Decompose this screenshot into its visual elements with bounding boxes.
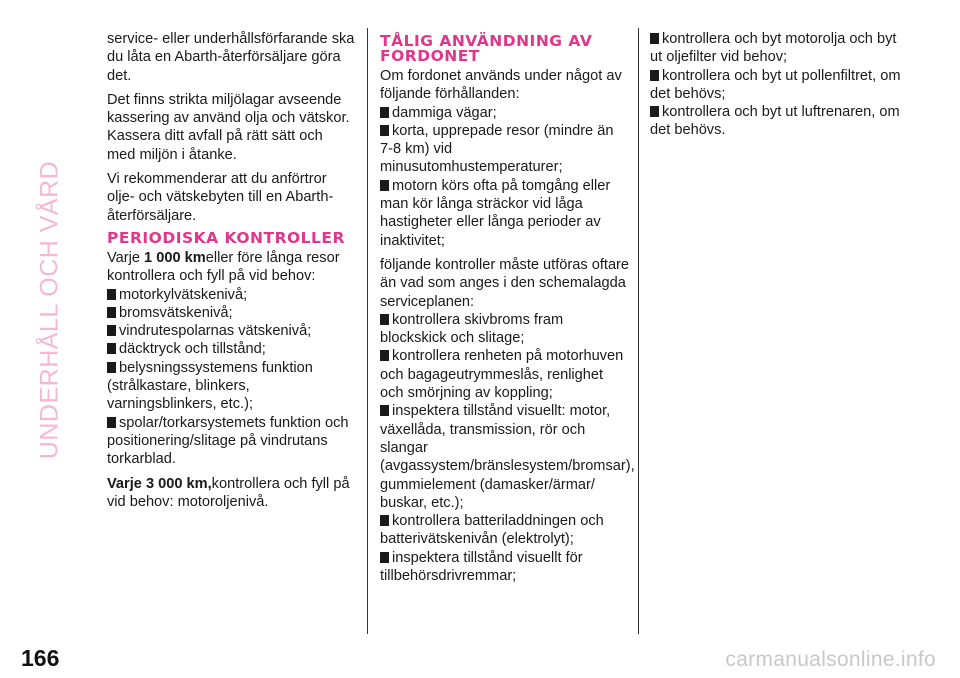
every-1000-km-text bbox=[107, 249, 355, 286]
bullet-icon bbox=[107, 289, 116, 300]
periodic-checks-list bbox=[107, 286, 355, 469]
page-number: 166 bbox=[21, 645, 60, 671]
severe-use-followup: följande kontroller måste utföras oftare än vad som anges i den schemalagda serviceplanen: bbox=[380, 256, 630, 310]
list-item-text: spolar/torkarsystemets funktion och positionering/slitage på vindrutans torkarblad. bbox=[107, 414, 349, 468]
watermark: carmanualsonline.info bbox=[725, 648, 936, 671]
severe-checks-list bbox=[380, 311, 635, 585]
list-item bbox=[650, 30, 905, 67]
every-1000-bold: 1 000 km bbox=[144, 249, 206, 266]
column-divider-1 bbox=[367, 28, 368, 634]
list-item bbox=[107, 340, 355, 358]
list-item bbox=[650, 103, 905, 140]
intro-paragraph-1: service- eller underhållsförfarande ska du låta en Abarth-återförsäljare göra det. bbox=[107, 31, 355, 84]
column-2 bbox=[380, 30, 635, 591]
list-item bbox=[107, 304, 355, 322]
list-item-text: kontrollera skivbroms fram blockskick och slitage; bbox=[380, 311, 564, 347]
bullet-icon bbox=[650, 106, 659, 117]
heading-severe-use: TÅLIG ANVÄNDNING AV FORDONET bbox=[380, 32, 593, 65]
bullet-icon bbox=[107, 417, 116, 428]
every-3000-bold: Varje 3 000 km, bbox=[107, 475, 212, 492]
list-item-text: inspektera tillstånd visuellt: motor, växellåda, transmission, rör och slangar (avgassystem/bränslesystem/bromsar), gummielement (damasker/ärmar/ buskar, etc.); bbox=[380, 403, 635, 511]
list-item-text: kontrollera och byt ut pollenfiltret, om det behövs; bbox=[650, 67, 901, 102]
list-item-text: bromsvätskenivå; bbox=[119, 304, 233, 321]
list-item bbox=[380, 402, 635, 512]
bullet-icon bbox=[380, 107, 389, 118]
list-item bbox=[380, 177, 630, 250]
bullet-icon bbox=[380, 552, 389, 563]
list-item-text: kontrollera batteriladdningen och batterivätskenivån (elektrolyt); bbox=[380, 513, 604, 548]
bullet-icon bbox=[107, 307, 116, 318]
list-item bbox=[107, 414, 355, 469]
list-item bbox=[107, 322, 355, 340]
list-item-text: motorkylvätskenivå; bbox=[119, 286, 248, 303]
list-item bbox=[107, 286, 355, 304]
section-side-title: UNDERHÅLL OCH VÅRD bbox=[35, 160, 64, 460]
bullet-icon bbox=[650, 33, 659, 44]
bullet-icon bbox=[107, 325, 116, 336]
bullet-icon bbox=[380, 515, 389, 526]
bullet-icon bbox=[107, 362, 116, 373]
list-item-text: belysningssystemens funktion (strålkastare, blinkers, varningsblinkers, etc.); bbox=[107, 359, 313, 413]
bullet-icon bbox=[380, 314, 389, 325]
severe-use-intro: Om fordonet används under något av följande förhållanden: bbox=[380, 68, 622, 103]
list-item bbox=[650, 67, 905, 104]
list-item bbox=[380, 104, 630, 122]
heading-periodic-checks: PERIODISKA KONTROLLER bbox=[107, 228, 345, 247]
oil-filter-checks-list bbox=[650, 30, 905, 140]
list-item-text: dammiga vägar; bbox=[392, 104, 497, 121]
list-item bbox=[107, 359, 355, 414]
bullet-icon bbox=[380, 350, 389, 361]
list-item-text: kontrollera och byt motorolja och byt ut oljefilter vid behov; bbox=[650, 31, 897, 66]
list-item-text: däcktryck och tillstånd; bbox=[119, 341, 266, 358]
column-1 bbox=[107, 30, 355, 517]
every-3000-rest: kontrollera och fyll på vid behov: motoroljenivå. bbox=[107, 475, 350, 510]
list-item bbox=[380, 122, 630, 177]
list-item bbox=[380, 512, 630, 549]
bullet-icon bbox=[107, 343, 116, 354]
bullet-icon bbox=[380, 180, 389, 191]
list-item-text: kontrollera och byt ut luftrenaren, om det behövs. bbox=[650, 104, 900, 139]
list-item-text: motorn körs ofta på tomgång eller man kör långa sträckor vid låga hastigheter eller långa perioder av inaktivitet; bbox=[380, 177, 611, 249]
list-item bbox=[380, 347, 630, 402]
list-item-text: vindrutespolarnas vätskenivå; bbox=[119, 323, 312, 340]
list-item-text: kontrollera renheten på motorhuven och bagageutrymmeslås, renlighet och smörjning av koppling; bbox=[380, 348, 624, 402]
bullet-icon bbox=[380, 405, 389, 416]
every-1000-rest: eller före långa resor kontrollera och fyll på vid behov: bbox=[107, 249, 340, 285]
list-item bbox=[380, 311, 630, 348]
column-3 bbox=[650, 30, 905, 146]
every-3000-km-text bbox=[107, 475, 355, 512]
list-item-text: inspektera tillstånd visuellt för tillbehörsdrivremmar; bbox=[380, 549, 583, 585]
intro-paragraph-2: Det finns strikta miljölagar avseende kassering av använd olja och vätskor. Kassera ditt avfall på rätt sätt och med miljön i åtanke. bbox=[107, 91, 350, 163]
list-item-text: korta, upprepade resor (mindre än 7-8 km) vid minusutomhustemperaturer; bbox=[380, 122, 614, 176]
intro-paragraph-3: Vi rekommenderar att du anförtror olje- och vätskebyten till en Abarth-återförsäljare. bbox=[107, 171, 334, 224]
list-item bbox=[380, 549, 630, 586]
bullet-icon bbox=[380, 125, 389, 136]
column-divider-2 bbox=[638, 28, 639, 634]
conditions-list bbox=[380, 104, 630, 250]
every-1000-prefix: Varje bbox=[107, 249, 145, 266]
bullet-icon bbox=[650, 70, 659, 81]
